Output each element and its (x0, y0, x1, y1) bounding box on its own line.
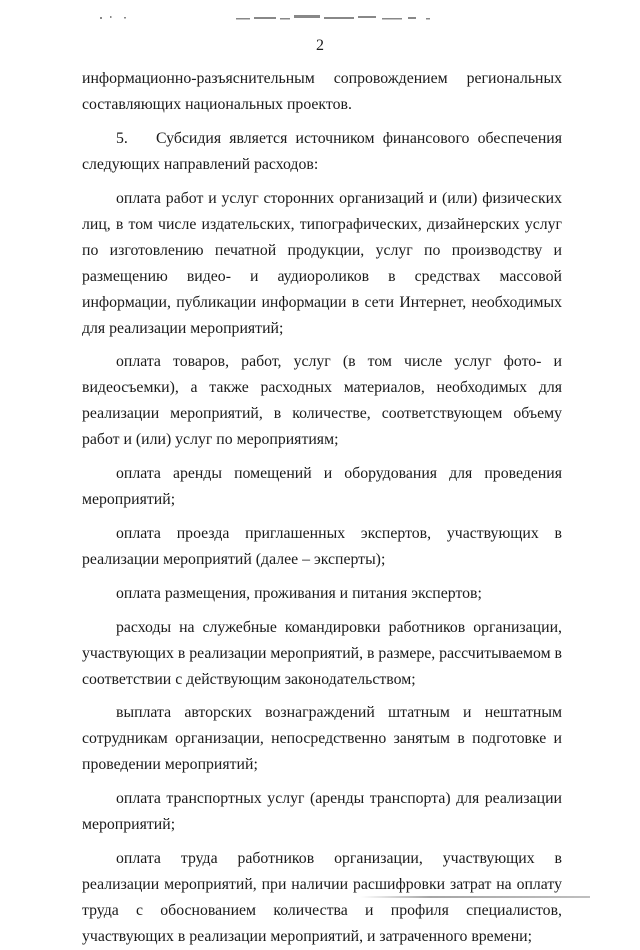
list-item: оплата проезда приглашенных экспертов, участвующих в реализации мероприятий (далее – эксперты); (82, 524, 562, 568)
list-item: оплата работ и услуг сторонних организаций и (или) физических лиц, в том числе издательских, типографических, дизайнерских услуг по изготовлению печатной продукции, услуг по производству и размещению видео- и аудиороликов в средствах массовой информации, публикации информации в сети Интернет, необходимых для реализации мероприятий; (82, 189, 562, 337)
list-item: оплата размещения, проживания и питания экспертов; (116, 584, 482, 602)
list-item: оплата аренды помещений и оборудования для проведения мероприятий; (82, 465, 562, 509)
scan-artifact-footer (360, 896, 590, 898)
item-text: Субсидия является источником финансового обеспечения следующих направлений расходов: (82, 129, 562, 173)
list-item: оплата труда работников организации, участвующих в реализации мероприятий, при наличии расшифровки затрат на оплату труда с обоснованием количества и профиля специалистов, участвующих в реализации мероприятий, и затраченного времени; (82, 849, 562, 945)
list-item: выплата авторских вознаграждений штатным и нештатным сотрудникам организации, непосредственно занятым в подготовке и проведении мероприятий; (82, 704, 562, 774)
document-body (82, 66, 562, 950)
paragraph-continuation: информационно-разъяснительным сопровождением региональных составляющих национальных проектов. (82, 70, 562, 113)
list-item: оплата товаров, работ, услуг (в том числе услуг фото- и видеосъемки), а также расходных материалов, необходимых для реализации мероприятий, в количестве, соответствующем объему работ и (или) услуг по мероприятиям; (82, 353, 562, 449)
list-item: оплата транспортных услуг (аренды транспорта) для реализации мероприятий; (82, 790, 562, 834)
scan-artifact-header (96, 12, 436, 24)
page-number: 2 (316, 37, 324, 54)
list-item: расходы на служебные командировки работников организации, участвующих в реализации мероприятий, в размере, рассчитываемом в соответствии с действующим законодательством; (82, 618, 562, 688)
item-number: 5. (116, 129, 128, 147)
numbered-paragraph (82, 126, 562, 178)
